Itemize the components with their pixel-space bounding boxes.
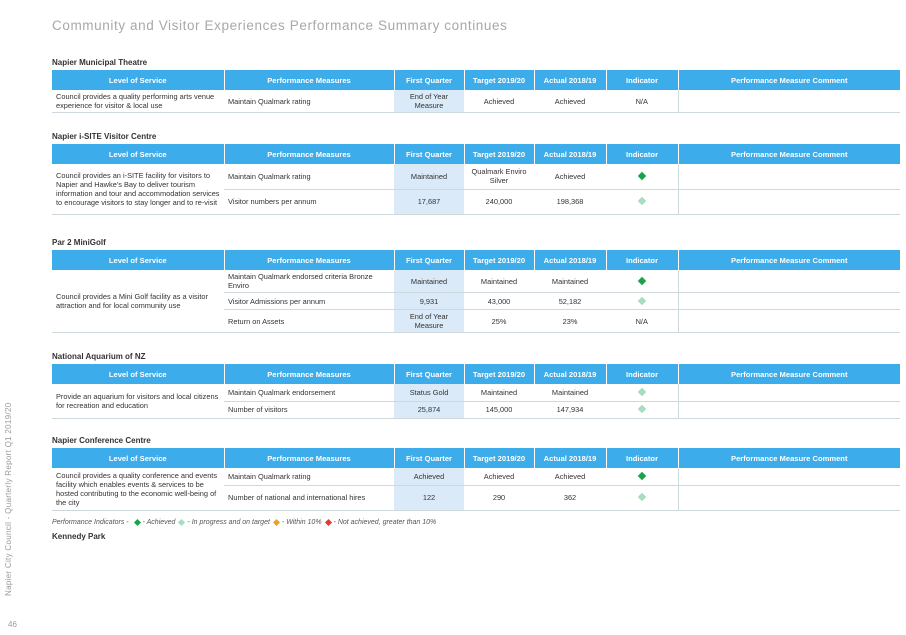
table-row [52, 270, 900, 293]
level-of-service-cell: Council provides an i-SITE facility for visitors to Napier and Hawke's Bay to deliver tourism information and tour and accommodation services to encourage visitors to stay longer and to re-visit [52, 164, 224, 214]
header-performance-measures: Performance Measures [224, 250, 394, 270]
actual-cell: 147,934 [534, 401, 606, 418]
first-quarter-cell: End of Year Measure [394, 310, 464, 333]
indicator-cell [606, 485, 678, 510]
comment-cell [678, 164, 900, 189]
target-cell: 43,000 [464, 293, 534, 310]
legend-label: - Not achieved, greater than 10% [333, 519, 437, 526]
first-quarter-cell: Maintained [394, 164, 464, 189]
header-level-of-service: Level of Service [52, 250, 224, 270]
indicator-achieved-icon [638, 276, 646, 284]
header-actual: Actual 2018/19 [534, 448, 606, 468]
target-cell: 240,000 [464, 189, 534, 214]
section-title: Napier Municipal Theatre [52, 58, 148, 67]
level-of-service-cell: Council provides a Mini Golf facility as a visitor attraction and for local community use [52, 270, 224, 333]
header-first-quarter: First Quarter [394, 448, 464, 468]
header-indicator: Indicator [606, 250, 678, 270]
page-number: 46 [8, 620, 17, 629]
measure-cell: Visitor Admissions per annum [224, 293, 394, 310]
performance-table [52, 448, 900, 511]
legend-progress-icon [178, 519, 185, 526]
measure-cell: Maintain Qualmark rating [224, 90, 394, 113]
comment-cell [678, 401, 900, 418]
measure-cell: Maintain Qualmark rating [224, 164, 394, 189]
legend-label: - In progress and on target [187, 519, 270, 526]
comment-cell [678, 189, 900, 214]
header-target: Target 2019/20 [464, 364, 534, 384]
header-first-quarter: First Quarter [394, 70, 464, 90]
header-level-of-service: Level of Service [52, 144, 224, 164]
indicator-progress-icon [638, 493, 646, 501]
actual-cell: Maintained [534, 270, 606, 293]
indicator-cell [606, 401, 678, 418]
legend-label: - Within 10% [281, 519, 322, 526]
header-first-quarter: First Quarter [394, 364, 464, 384]
comment-cell [678, 468, 900, 485]
page-title: Community and Visitor Experiences Performance Summary continues [52, 18, 508, 33]
indicator-progress-icon [638, 405, 646, 413]
actual-cell: Maintained [534, 384, 606, 401]
header-actual: Actual 2018/19 [534, 144, 606, 164]
target-cell: Achieved [464, 468, 534, 485]
first-quarter-cell: Status Gold [394, 384, 464, 401]
table-row [52, 90, 900, 113]
header-comment: Performance Measure Comment [678, 144, 900, 164]
indicator-progress-icon [638, 296, 646, 304]
actual-cell: 52,182 [534, 293, 606, 310]
header-level-of-service: Level of Service [52, 448, 224, 468]
header-indicator: Indicator [606, 448, 678, 468]
performance-table [52, 70, 900, 113]
indicator-cell [606, 293, 678, 310]
section-0 [52, 56, 900, 113]
measure-cell: Number of visitors [224, 401, 394, 418]
header-performance-measures: Performance Measures [224, 144, 394, 164]
measure-cell: Maintain Qualmark rating [224, 468, 394, 485]
indicator-cell [606, 164, 678, 189]
indicator-cell [606, 384, 678, 401]
header-performance-measures: Performance Measures [224, 448, 394, 468]
performance-table [52, 364, 900, 419]
level-of-service-cell: Council provides a quality performing arts venue experience for visitor & local use [52, 90, 224, 113]
header-target: Target 2019/20 [464, 144, 534, 164]
header-target: Target 2019/20 [464, 70, 534, 90]
legend-achieved-icon [134, 519, 141, 526]
table-row [52, 468, 900, 485]
indicator-progress-icon [638, 388, 646, 396]
target-cell: 290 [464, 485, 534, 510]
section-title: National Aquarium of NZ [52, 352, 146, 361]
header-first-quarter: First Quarter [394, 250, 464, 270]
first-quarter-cell: End of Year Measure [394, 90, 464, 113]
header-actual: Actual 2018/19 [534, 250, 606, 270]
header-comment: Performance Measure Comment [678, 70, 900, 90]
indicator-achieved-icon [638, 472, 646, 480]
first-quarter-cell: 9,931 [394, 293, 464, 310]
measure-cell: Maintain Qualmark endorsed criteria Bronze Enviro [224, 270, 394, 293]
header-comment: Performance Measure Comment [678, 448, 900, 468]
indicator-cell [606, 189, 678, 214]
first-quarter-cell: Maintained [394, 270, 464, 293]
comment-cell [678, 270, 900, 293]
legend-not-icon [325, 519, 332, 526]
comment-cell [678, 384, 900, 401]
target-cell: 25% [464, 310, 534, 333]
header-performance-measures: Performance Measures [224, 364, 394, 384]
header-indicator: Indicator [606, 144, 678, 164]
indicator-cell [606, 468, 678, 485]
header-target: Target 2019/20 [464, 448, 534, 468]
target-cell: Maintained [464, 384, 534, 401]
header-indicator: Indicator [606, 364, 678, 384]
header-actual: Actual 2018/19 [534, 364, 606, 384]
indicator-legend [52, 519, 436, 526]
header-comment: Performance Measure Comment [678, 250, 900, 270]
target-cell: 145,000 [464, 401, 534, 418]
header-indicator: Indicator [606, 70, 678, 90]
level-of-service-cell: Provide an aquarium for visitors and local citizens for recreation and education [52, 384, 224, 418]
measure-cell: Maintain Qualmark endorsement [224, 384, 394, 401]
section-title: Par 2 MiniGolf [52, 238, 106, 247]
actual-cell: Achieved [534, 164, 606, 189]
indicator-cell [606, 270, 678, 293]
section-1 [52, 130, 900, 215]
target-cell: Qualmark Enviro Silver [464, 164, 534, 189]
actual-cell: Achieved [534, 468, 606, 485]
side-footer-text: Napier City Council - Quarterly Report Q1 2019/20 [4, 402, 13, 596]
level-of-service-cell: Council provides a quality conference and events facility which enables events & services to be hosted contributing to the economic well-being of the city [52, 468, 224, 510]
header-level-of-service: Level of Service [52, 364, 224, 384]
header-performance-measures: Performance Measures [224, 70, 394, 90]
indicator-cell [606, 310, 678, 333]
actual-cell: 198,368 [534, 189, 606, 214]
indicator-text: N/A [635, 96, 648, 106]
first-quarter-cell: 25,874 [394, 401, 464, 418]
target-cell: Maintained [464, 270, 534, 293]
actual-cell: Achieved [534, 90, 606, 113]
actual-cell: 23% [534, 310, 606, 333]
section-4 [52, 434, 900, 511]
section-3 [52, 350, 900, 419]
legend-label: - Achieved [142, 519, 176, 526]
target-cell: Achieved [464, 90, 534, 113]
first-quarter-cell: 122 [394, 485, 464, 510]
indicator-progress-icon [638, 197, 646, 205]
indicator-achieved-icon [638, 172, 646, 180]
legend-prefix: Performance Indicators - [52, 519, 129, 526]
section-title: Napier Conference Centre [52, 436, 151, 445]
header-first-quarter: First Quarter [394, 144, 464, 164]
header-level-of-service: Level of Service [52, 70, 224, 90]
table-row [52, 384, 900, 401]
header-actual: Actual 2018/19 [534, 70, 606, 90]
comment-cell [678, 293, 900, 310]
actual-cell: 362 [534, 485, 606, 510]
legend-within-icon [273, 519, 280, 526]
indicator-cell [606, 90, 678, 113]
header-target: Target 2019/20 [464, 250, 534, 270]
section-title-kennedy-park: Kennedy Park [52, 532, 106, 541]
section-title: Napier i-SITE Visitor Centre [52, 132, 157, 141]
measure-cell: Number of national and international hires [224, 485, 394, 510]
measure-cell: Visitor numbers per annum [224, 189, 394, 214]
section-2 [52, 236, 900, 333]
first-quarter-cell: 17,687 [394, 189, 464, 214]
first-quarter-cell: Achieved [394, 468, 464, 485]
performance-table [52, 250, 900, 333]
header-comment: Performance Measure Comment [678, 364, 900, 384]
comment-cell [678, 310, 900, 333]
table-row [52, 164, 900, 189]
measure-cell: Return on Assets [224, 310, 394, 333]
comment-cell [678, 90, 900, 113]
indicator-text: N/A [635, 316, 648, 326]
performance-table [52, 144, 900, 215]
comment-cell [678, 485, 900, 510]
